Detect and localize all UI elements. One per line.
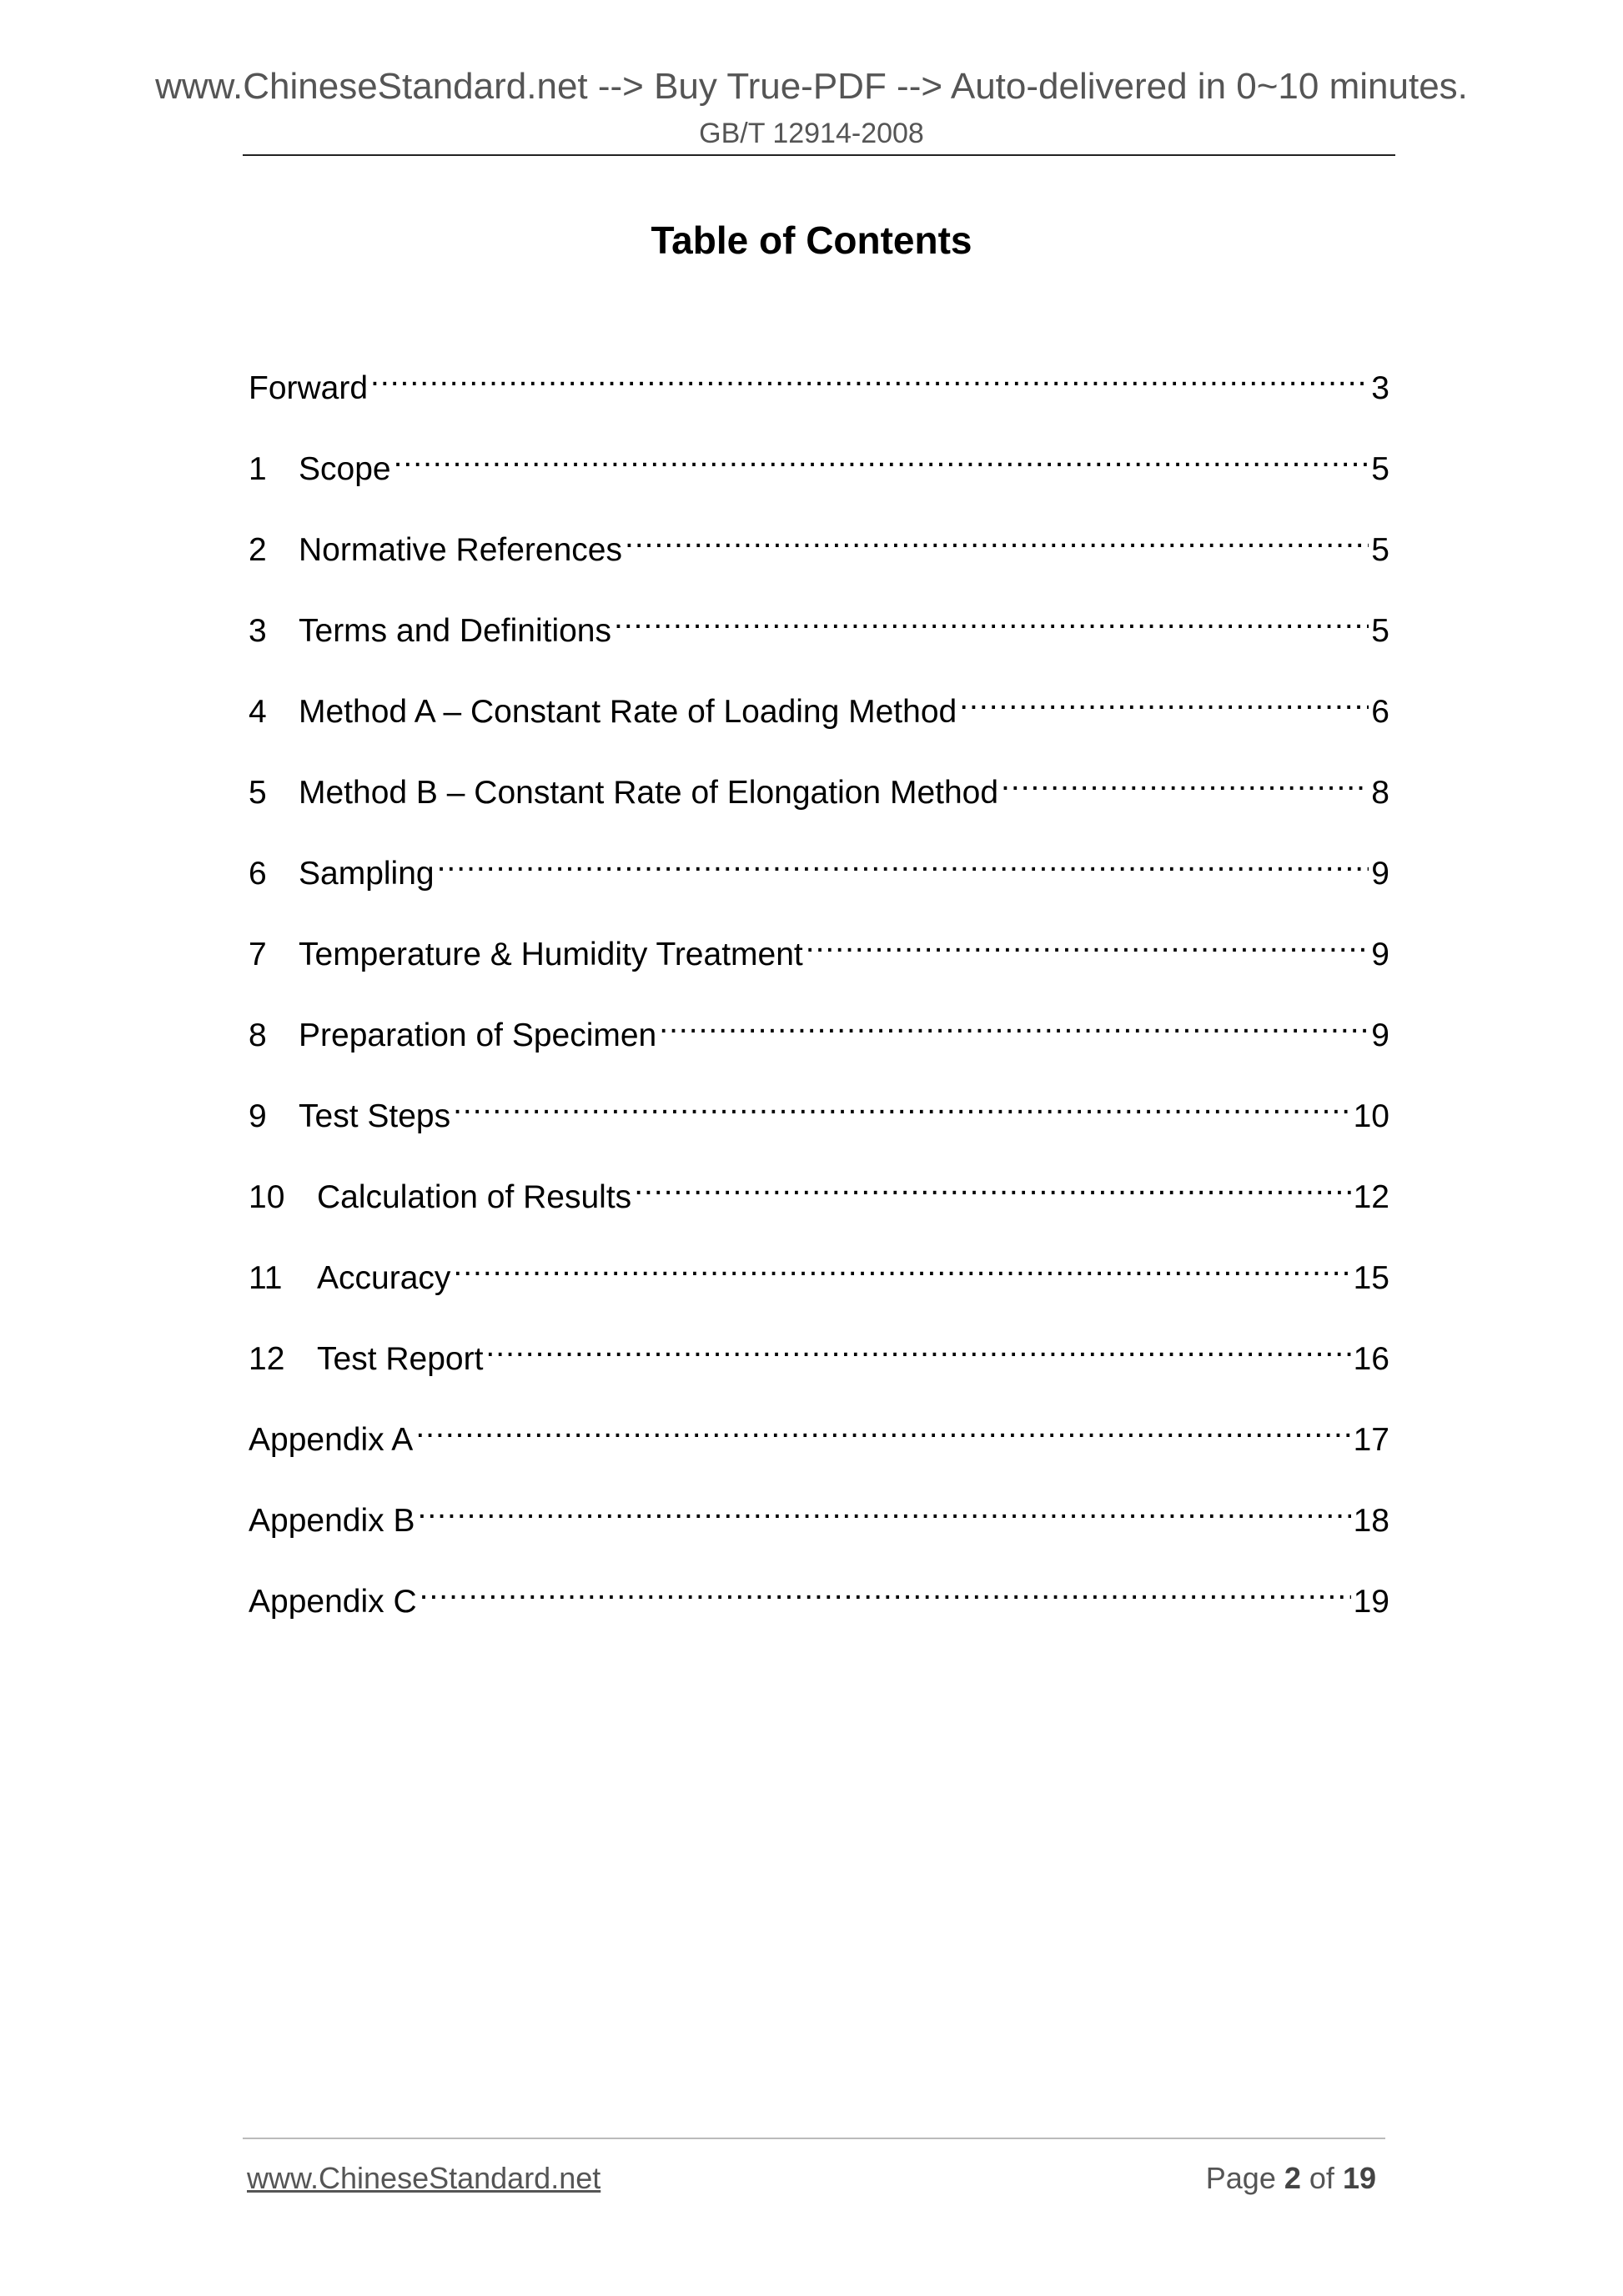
toc-entry-title: Scope xyxy=(299,451,391,487)
toc-leader-dots xyxy=(634,1161,1350,1208)
toc-entry-page: 8 xyxy=(1371,775,1389,811)
toc-entry[interactable] xyxy=(249,1565,1389,1646)
toc-entry[interactable] xyxy=(249,595,1389,676)
toc-entry[interactable] xyxy=(249,999,1389,1080)
toc-entry-number: 1 xyxy=(249,451,267,487)
toc-entry-number: 3 xyxy=(249,613,267,649)
toc-leader-dots xyxy=(453,1242,1350,1289)
toc-leader-dots xyxy=(659,999,1369,1046)
toc-entry[interactable] xyxy=(249,1242,1389,1323)
toc-entry[interactable] xyxy=(249,433,1389,514)
toc-entry[interactable] xyxy=(249,918,1389,999)
toc-leader-dots xyxy=(453,1080,1351,1127)
toc-leader-dots xyxy=(394,433,1369,480)
toc-entry-page: 17 xyxy=(1353,1422,1389,1458)
toc-list xyxy=(249,352,1389,1646)
footer-website-link[interactable]: www.ChineseStandard.net xyxy=(247,2161,601,2195)
toc-entry-page: 5 xyxy=(1371,451,1389,487)
toc-entry-number: 12 xyxy=(249,1341,285,1377)
footer-page-of: of xyxy=(1309,2161,1334,2195)
toc-entry-title: Appendix C xyxy=(249,1584,417,1620)
toc-entry[interactable] xyxy=(249,837,1389,918)
footer-page-current: 2 xyxy=(1284,2161,1301,2195)
toc-entry-number: 10 xyxy=(249,1179,285,1215)
toc-leader-dots xyxy=(437,837,1369,884)
toc-entry-title: Normative References xyxy=(299,532,622,568)
toc-entry-title: Test Steps xyxy=(299,1098,451,1134)
toc-entry[interactable] xyxy=(249,1404,1389,1485)
toc-entry-number: 2 xyxy=(249,532,267,568)
toc-leader-dots xyxy=(614,595,1369,641)
toc-entry-page: 9 xyxy=(1371,856,1389,892)
toc-entry-title: Forward xyxy=(249,370,369,406)
toc-entry-title: Terms and Definitions xyxy=(299,613,611,649)
toc-entry-title: Test Report xyxy=(317,1341,484,1377)
toc-leader-dots xyxy=(625,514,1369,560)
toc-entry-title: Accuracy xyxy=(317,1260,451,1296)
toc-entry-page: 10 xyxy=(1353,1098,1389,1134)
toc-entry-number: 4 xyxy=(249,694,267,730)
footer-page-total: 19 xyxy=(1342,2161,1376,2195)
toc-entry-title: Method A – Constant Rate of Loading Method xyxy=(299,694,957,730)
toc-entry-page: 9 xyxy=(1371,1017,1389,1053)
toc-leader-dots xyxy=(806,918,1369,965)
toc-leader-dots xyxy=(417,1485,1350,1531)
footer-page-number xyxy=(1206,2160,1376,2197)
toc-entry-title: Method B – Constant Rate of Elongation Method xyxy=(299,775,999,811)
toc-entry-page: 16 xyxy=(1353,1341,1389,1377)
toc-entry-page: 3 xyxy=(1371,370,1389,406)
toc-leader-dots xyxy=(959,676,1369,722)
toc-entry-title: Appendix A xyxy=(249,1422,414,1458)
footer-page-prefix: Page xyxy=(1205,2161,1276,2195)
toc-entry[interactable] xyxy=(249,1485,1389,1565)
footer-divider xyxy=(243,2138,1385,2139)
toc-entry-page: 15 xyxy=(1353,1260,1389,1296)
toc-entry-page: 5 xyxy=(1371,532,1389,568)
toc-entry-title: Temperature & Humidity Treatment xyxy=(299,937,803,972)
toc-entry-title: Appendix B xyxy=(249,1503,415,1539)
toc-entry-page: 18 xyxy=(1353,1503,1389,1539)
toc-entry-title: Sampling xyxy=(299,856,435,892)
toc-entry[interactable] xyxy=(249,1080,1389,1161)
toc-entry-page: 19 xyxy=(1353,1584,1389,1620)
toc-entry[interactable] xyxy=(249,1161,1389,1242)
toc-entry-page: 6 xyxy=(1371,694,1389,730)
header-banner: www.ChineseStandard.net --> Buy True-PDF --> Auto-delivered in 0~10 minutes. xyxy=(155,66,1468,107)
toc-entry[interactable] xyxy=(249,514,1389,595)
toc-entry[interactable] xyxy=(249,676,1389,756)
toc-leader-dots xyxy=(1001,756,1369,803)
toc-leader-dots xyxy=(420,1565,1351,1612)
toc-entry[interactable] xyxy=(249,1323,1389,1404)
toc-leader-dots xyxy=(485,1323,1350,1369)
toc-entry-page: 5 xyxy=(1371,613,1389,649)
toc-entry-number: 5 xyxy=(249,775,267,811)
toc-entry-number: 8 xyxy=(249,1017,267,1053)
toc-entry-number: 11 xyxy=(249,1260,283,1296)
toc-title: Table of Contents xyxy=(651,219,972,262)
toc-leader-dots xyxy=(370,352,1369,399)
toc-entry-number: 7 xyxy=(249,937,267,972)
toc-entry-page: 9 xyxy=(1371,937,1389,972)
header-divider xyxy=(243,154,1395,156)
toc-entry-number: 9 xyxy=(249,1098,267,1134)
toc-entry-title: Calculation of Results xyxy=(317,1179,632,1215)
toc-entry-page: 12 xyxy=(1353,1179,1389,1215)
header-document-id: GB/T 12914-2008 xyxy=(699,118,924,149)
toc-entry-title: Preparation of Specimen xyxy=(299,1017,657,1053)
toc-entry-number: 6 xyxy=(249,856,267,892)
toc-leader-dots xyxy=(415,1404,1350,1450)
toc-entry[interactable] xyxy=(249,756,1389,837)
toc-entry[interactable] xyxy=(249,352,1389,433)
